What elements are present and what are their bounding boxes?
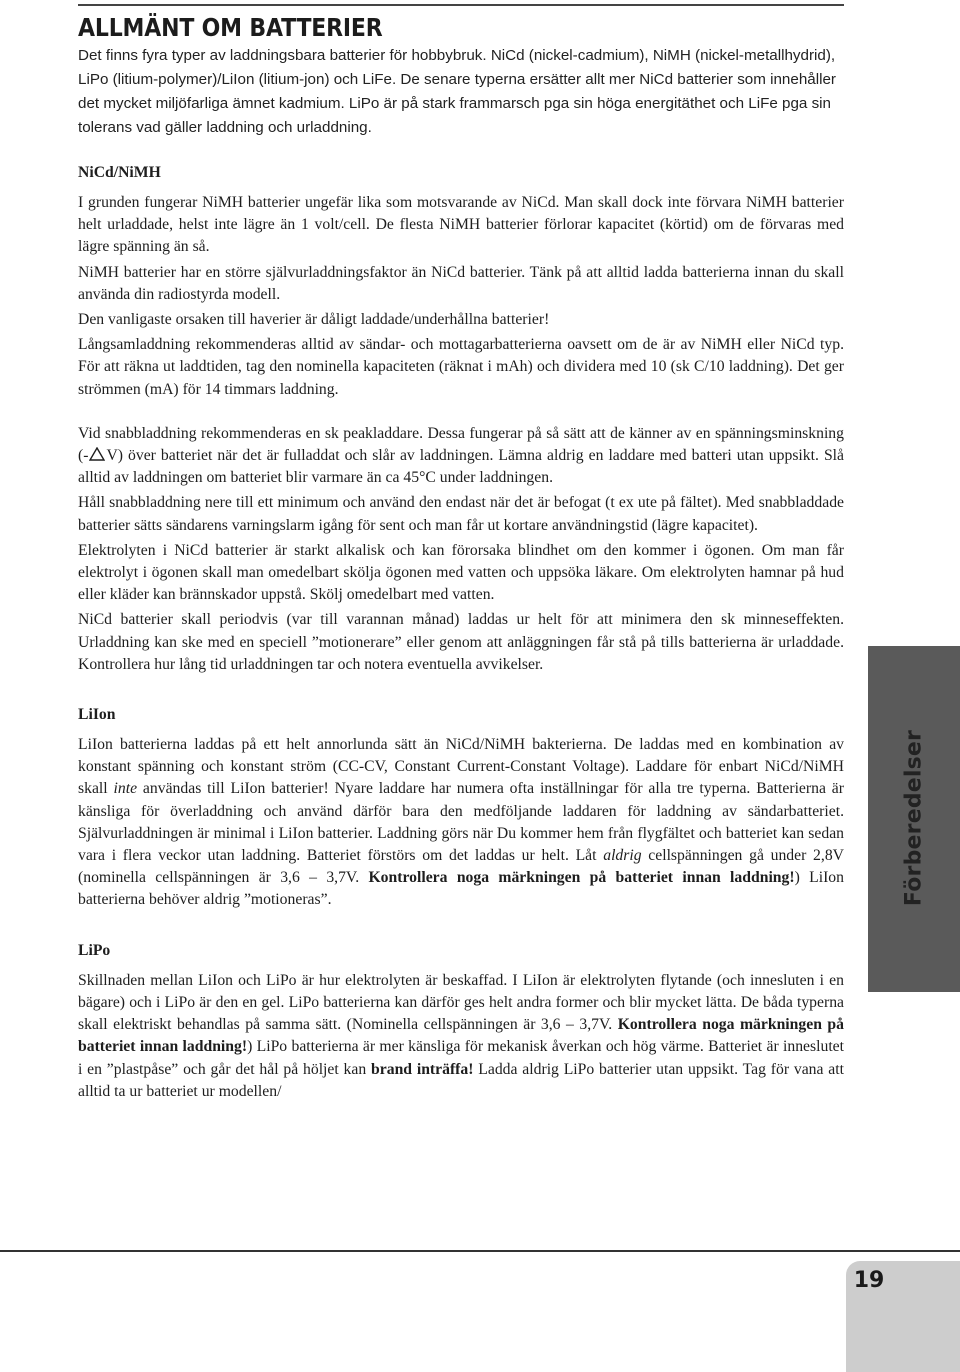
nicd-paragraph-8: NiCd batterier skall periodvis (var till varannan månad) laddas ur helt för att minimera den sk minneseffekten. Urladdning kan ske med en speciell ”motionerare” eller genom att anläggningen får stå på tills batterierna är urladdade. Kontrollera hur lång tid urladdningen tar och notera eventuella avvikelser.	[78, 611, 844, 673]
delta-triangle-icon	[89, 447, 105, 461]
main-content	[78, 162, 844, 1103]
nicd-paragraph-6: Håll snabbladdning nere till ett minimum och använd den endast när det är befogat (t ex ute på fältet). Med snabbladdade batterier sätts sändarens varningslarm igång för sent och man får ut kortare användningstid (lägre kapacitet).	[78, 494, 844, 534]
liion-paragraph: LiIon batterierna laddas på ett helt annorlunda sätt än NiCd/NiMH bakterierna. De laddas med en kombination av konstant spänning och konstant ström (CC-CV, Constant Current-Constant Voltage). Laddare för enbart NiCd/NiMH skall inte användas till LiIon batterier! Nyare laddare har numera ofta inställningar för alla tre typerna. Batterierna är känsliga för överladdning och använd därför bara den medföljande laddaren för laddning av sändarbatteriet. Självurladdningen är minimal i LiIon batterier. Laddning görs när Du kommer hem från flygfältet och batteriet kan sedan vara i flera veckor utan laddning. Batteriet förstörs om det laddas ur helt. Låt aldrig cellspänningen gå under 2,8V (nominella cellspänningen är 3,6 – 3,7V. Kontrollera noga märkningen på batteriet innan laddning!) LiIon batterierna behöver aldrig ”motioneras”.	[78, 736, 844, 909]
section-heading-nicd-nimh: NiCd/NiMH	[78, 164, 161, 181]
nicd-paragraph-5-end: V) över batteriet när det är fulladdat och slår av laddningen. Lämna aldrig en laddare med batteri utan uppsikt. Slå alltid av laddningen om batteriet blir varmare än ca 45°C under laddningen.	[78, 447, 844, 487]
emphasis-inte: inte	[113, 780, 138, 798]
section-heading-lipo: LiPo	[78, 941, 111, 959]
section-heading-liion: LiIon	[78, 706, 116, 724]
lipo-paragraph: Skillnaden mellan LiIon och LiPo är hur elektrolyten är beskaffad. I LiIon är elektrolyten flytande (och innesluten i en bägare) och i LiPo är den en gel. LiPo batterierna kan därför ges helt andra former och blir mycket lätta. De båda typerna skall elektriskt behandlas på samma sätt. (Nominella cellspänningen är 3,6 – 3,7V. Kontrollera noga märkningen på batteriet innan laddning!) LiPo batterierna är mer känsliga för mekanisk åverkan och hög värme. Batteriet är inneslutet i en ”plastpåse” och går det hål på höljet kan brand inträffa! Ladda aldrig LiPo batterier utan uppsikt. Tag för vana att alltid ta ur batteriet ur modellen/	[78, 971, 844, 1100]
lipo-warning: Kontrollera noga märkningen på batteriet innan laddning!	[78, 1016, 844, 1056]
nicd-paragraph-5	[78, 423, 844, 490]
page-title: ALLMÄNT OM BATTERIER	[78, 13, 383, 42]
top-rule	[78, 4, 844, 6]
nicd-paragraph-4: Långsamladdning rekommenderas alltid av sändar- och mottagarbatterierna oavsett om de är av NiMH eller NiCd typ. För att räkna ut laddtiden, tag den nominella kapaciteten (räknat i mAh) och dividera med 10 (sk C/10 laddning). Det ger strömmen (mA) för 14 timmars laddning.	[78, 336, 844, 398]
bottom-rule	[0, 1250, 960, 1252]
nicd-paragraph-2: NiMH batterier har en större självurladdningsfaktor än NiCd batterier. Tänk på att alltid ladda batterierna innan du skall använda din radiostyrda modell.	[78, 263, 844, 303]
emphasis-aldrig: aldrig	[603, 847, 642, 865]
nicd-paragraph-5-start: Vid snabbladdning rekommenderas en sk peakladdare. Dessa fungerar på så sätt att de känner av en spänningsminskning (-	[78, 424, 844, 465]
nicd-paragraph-1: I grunden fungerar NiMH batterier ungefär lika som motsvarande av NiCd. Man skall dock inte förvara NiMH batterier helt urladdade, helst inte lägre än 1 volt/cell. De flesta NiMH batterier förlorar kapacitet (körtid) om de förvaras med lägre spänning än så.	[78, 194, 844, 256]
nicd-paragraph-3: Den vanligaste orsaken till haverier är dåligt laddade/underhållna batterier!	[78, 311, 550, 329]
lipo-fire-warning: brand inträffa!	[371, 1060, 474, 1078]
page-number: 19	[853, 1268, 885, 1293]
nicd-paragraph-7: Elektrolyten i NiCd batterier är starkt alkalisk och kan förorsaka blindhet om den kommer i ögonen. Om man får elektrolyt i ögonen skall man omedelbart skölja ögonen med vatten och uppsöka läkare. Om elektrolyten hamnar på hud eller kläder kan brännskador uppstå. Skölj omedelbart med vatten.	[78, 541, 844, 604]
intro-paragraph: Det finns fyra typer av laddningsbara batterier för hobbybruk. NiCd (nickel-cadmium), NiMH (nickel-metallhydrid), LiPo (litium-polymer)/LiIon (litium-jon) och LiFe. De senare typerna ersätter allt mer NiCd batterier som innehåller det mycket miljöfarliga ämnet kadmium. LiPo är på stark frammarsch pga sin höga energitäthet och LiFe pga sin tolerans vad gäller laddning och urladdning.	[78, 47, 836, 136]
liion-warning: Kontrollera noga märkningen på batteriet innan laddning!	[368, 869, 795, 887]
side-tab-label: Förberedelser	[901, 729, 927, 907]
